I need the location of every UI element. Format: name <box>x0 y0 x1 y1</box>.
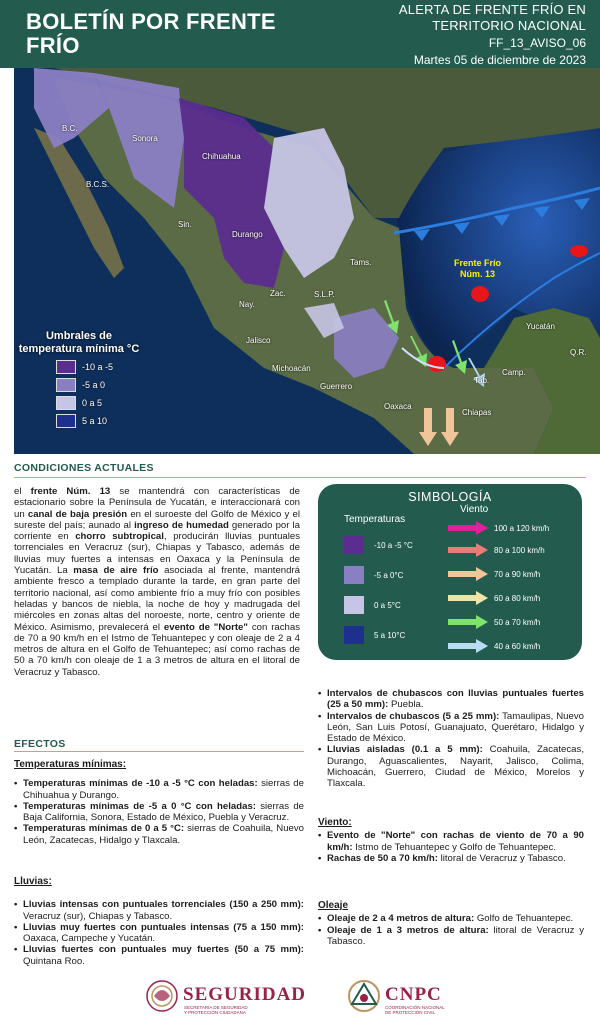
cnpc-subtitle <box>385 1005 445 1015</box>
effect-item-text <box>23 823 304 846</box>
effect-item-text <box>327 688 584 711</box>
symbology-wind-row <box>448 615 540 629</box>
conditions-text-run: generado por la corriente en <box>14 519 301 543</box>
temp-swatch <box>344 596 364 614</box>
effect-list-item <box>14 823 304 846</box>
legend-row <box>56 414 144 428</box>
conditions-paragraph <box>14 486 300 678</box>
footer-logos <box>0 972 600 1021</box>
map-label-tamaulipas: Tams. <box>350 258 372 267</box>
effect-item-bold: Lluvias intensas con puntuales torrenciales (150 a 250 mm): <box>23 899 304 911</box>
wind-list <box>318 830 584 864</box>
legend-row <box>56 360 144 374</box>
bulletin-title <box>26 10 306 58</box>
legend-title-line-2: temperatura mínima °C <box>18 343 140 355</box>
symbology-temp-row <box>344 596 401 614</box>
legend-row <box>56 396 144 410</box>
seguridad-sub-line-1: SECRETARÍA DE SEGURIDAD <box>184 1005 248 1010</box>
cnpc-logo-text: CNPC <box>385 984 442 1005</box>
front-label-line-1: Frente Frío <box>454 258 502 268</box>
wind-arrow-icon <box>448 543 488 557</box>
cnpc-sub-line-2: DE PROTECCIÓN CIVIL <box>385 1010 436 1015</box>
legend-label: 5 a 10 <box>82 416 108 426</box>
effect-item-bold: Temperaturas mínimas de -10 a -5 °C con heladas: <box>23 778 258 790</box>
legend-label: 0 a 5 <box>82 398 103 408</box>
bullet-icon: • <box>318 913 322 925</box>
map-label-chihuahua: Chihuahua <box>202 152 241 161</box>
seguridad-sub-line-2: Y PROTECCIÓN CIUDADANA <box>184 1010 246 1015</box>
effect-item-bold: Evento de "Norte" con rachas de viento de 70 a 90 km/h: <box>327 830 584 853</box>
rain-section-right <box>318 688 584 790</box>
bullet-icon: • <box>14 921 18 933</box>
cnpc-sub-line-1: COORDINACIÓN NACIONAL <box>385 1005 445 1010</box>
wind-label: 40 a 60 km/h <box>494 641 541 651</box>
conditions-text-run: masa de aire frío <box>73 565 159 577</box>
conditions-text-run: se mantendrá con características de estacionario sobre la Península de Yucatán, e interaccionará con un <box>14 486 300 520</box>
wind-label: 50 a 70 km/h <box>494 617 541 627</box>
map-label-jalisco: Jalisco <box>246 336 271 345</box>
bullet-icon: • <box>318 924 322 936</box>
legend-swatch <box>56 414 76 428</box>
wind-heading: Viento: <box>318 817 352 828</box>
temp-label: 5 a 10°C <box>374 630 406 640</box>
bullet-icon: • <box>14 800 18 812</box>
waves-heading: Oleaje <box>318 900 349 911</box>
map-label-bc: B.C. <box>62 124 78 133</box>
map-label-guerrero: Guerrero <box>320 382 353 391</box>
conditions-text-run: chorro subtropical <box>75 531 164 543</box>
min-temps-heading: Temperaturas mínimas: <box>14 759 127 770</box>
wind-label: 100 a 120 km/h <box>494 523 550 533</box>
effect-item-text <box>23 778 304 801</box>
bulletin-code: FF_13_AVISO_06 <box>488 36 586 50</box>
effect-item-detail: sierras de Chihuahua y Durango. <box>23 778 304 801</box>
effect-list-item <box>14 922 304 945</box>
effect-item-text <box>327 925 584 948</box>
rain-section <box>14 876 304 967</box>
effect-item-text <box>23 899 304 922</box>
map-label-tabasco: Tab. <box>474 376 490 385</box>
conditions-text-run: canal de baja presión <box>27 508 128 520</box>
wind-arrow-icon <box>448 591 488 605</box>
map-label-yucatan: Yucatán <box>526 322 555 331</box>
bullet-icon: • <box>14 944 18 956</box>
temp-label: -10 a -5 °C <box>374 540 413 550</box>
effect-list-item <box>14 801 304 824</box>
conditions-text-run: frente Núm. 13 <box>30 486 111 497</box>
temp-label: 0 a 5°C <box>374 600 401 610</box>
title-line-2: FRÍO <box>26 33 80 58</box>
effect-item-text <box>327 913 584 924</box>
symbology-wind-row <box>448 591 540 605</box>
map-label-campeche: Camp. <box>502 368 526 377</box>
effect-item-bold: Temperaturas mínimas de -5 a 0 °C con heladas: <box>23 800 256 812</box>
header-banner <box>0 0 600 68</box>
effect-list-item <box>318 830 584 853</box>
effect-item-detail: Veracruz (sur), Chiapas y Tabasco. <box>23 910 173 922</box>
effect-item-detail: Istmo de Tehuantepec y Golfo de Tehuantepec. <box>352 841 556 853</box>
rain-heading: Lluvias: <box>14 876 52 887</box>
map-label-oaxaca: Oaxaca <box>384 402 412 411</box>
effect-item-detail: Tamaulipas, Nuevo León, San Luis Potosí, Guanajuato, Querétaro, Hidalgo y Estado de México. <box>327 710 584 745</box>
effect-item-text <box>23 922 304 945</box>
legend-swatch <box>56 360 76 374</box>
symbology-wind-row <box>448 543 545 557</box>
legend-row <box>56 378 144 392</box>
effect-item-text <box>23 801 304 824</box>
map-label-qroo: Q.R. <box>570 348 587 357</box>
effect-item-bold: Intervalos de chubascos (5 a 25 mm): <box>327 710 500 722</box>
effect-item-bold: Temperaturas mínimas de 0 a 5 °C: <box>23 823 185 835</box>
bullet-icon: • <box>318 744 322 756</box>
wind-arrow-icon <box>448 639 488 653</box>
effect-list-item <box>318 913 584 924</box>
effects-title: EFECTOS <box>14 738 66 750</box>
symbology-title: SIMBOLOGÍA <box>408 490 492 504</box>
effect-item-bold: Intervalos de chubascos con lluvias puntuales fuertes (25 a 50 mm): <box>327 688 584 711</box>
effect-item-detail: Oaxaca, Campeche y Yucatán. <box>23 933 156 945</box>
wind-arrow-icon <box>448 615 488 629</box>
legend-label: -10 a -5 <box>82 362 114 372</box>
rain-list-left <box>14 899 304 967</box>
map-label-durango: Durango <box>232 230 263 239</box>
section-divider <box>14 751 304 752</box>
wind-arrow-icon <box>448 567 488 581</box>
title-line-1: BOLETÍN POR FRENTE <box>26 9 276 34</box>
effect-list-item <box>318 853 584 864</box>
map-label-sonora: Sonora <box>132 134 158 143</box>
effect-item-bold: Oleaje de 2 a 4 metros de altura: <box>327 913 475 925</box>
effect-item-text <box>327 830 584 853</box>
effect-item-detail: sierras de Coahuila, Nuevo León, Zacatecas, Hidalgo y Tlaxcala. <box>23 823 304 846</box>
wind-section <box>318 817 584 864</box>
wind-label: 80 a 100 km/h <box>494 545 545 555</box>
min-temps-section <box>14 759 304 846</box>
effect-list-item <box>14 899 304 922</box>
waves-list <box>318 913 584 947</box>
legend-title-line-1: Umbrales de <box>45 330 113 342</box>
waves-section <box>318 900 584 947</box>
effect-item-detail: Quintana Roo. <box>23 955 85 967</box>
legend-swatch <box>56 378 76 392</box>
symbology-temp-row <box>344 536 413 554</box>
map-label-michoacan: Michoacán <box>272 364 311 373</box>
map-label-bcs: B.C.S. <box>86 180 110 189</box>
effect-list-item <box>318 744 584 789</box>
bullet-icon: • <box>14 823 18 835</box>
conditions-text-run: el <box>14 486 31 497</box>
symbology-wind-row <box>448 521 549 535</box>
temp-label: -5 a 0°C <box>374 570 404 580</box>
symbology-wind-row <box>448 567 540 581</box>
symbology-box <box>318 484 582 660</box>
temp-swatch <box>344 536 364 554</box>
symbology-temp-row <box>344 626 405 644</box>
effect-item-bold: Lluvias muy fuertes con puntuales intensas (75 a 150 mm): <box>23 921 304 933</box>
wind-arrow-icon <box>448 521 488 535</box>
effect-item-detail: litoral de Veracruz y Tabasco. <box>437 852 566 864</box>
effect-item-text <box>327 853 584 864</box>
alert-line-2: TERRITORIO NACIONAL <box>432 18 586 33</box>
effect-item-bold: Lluvias fuertes con puntuales muy fuertes (50 a 75 mm): <box>23 944 304 956</box>
effect-item-detail: sierras de Baja California, Sonora, Estado de México, Puebla y Veracruz. <box>23 800 304 824</box>
map-label-sinaloa: Sin. <box>178 220 192 229</box>
conditions-text-run: asociada al frente, mantendrá ambiente fresco a templado durante la tarde, en gran parte del territorio nacional, así como ambiente frío a muy frío con posibles heladas y bancos de niebla, la noche de hoy y madrugada del miércoles en zonas altas del noroeste, norte, centro y oriente de México. Asimismo, prevalecerá el <box>14 565 300 633</box>
map-label-nayarit: Nay. <box>239 300 255 309</box>
conditions-title: CONDICIONES ACTUALES <box>14 462 154 474</box>
conditions-text-run: evento de "Norte" <box>163 621 248 633</box>
effect-item-bold: Rachas de 50 a 70 km/h: <box>327 852 438 864</box>
wind-label: 60 a 80 km/h <box>494 593 541 603</box>
bullet-icon: • <box>14 899 18 911</box>
conditions-text-run: en el suroeste del Golfo de México y el sureste del país; aunado al <box>14 508 301 531</box>
temp-swatch <box>344 626 364 644</box>
bullet-icon: • <box>318 830 322 842</box>
effect-item-detail: Coahuila, Zacatecas, Durango, Aguascalientes, Nayarit, Jalisco, Colima, Michoacán, Guerrero, Ciudad de México, Morelos y Tlaxcala. <box>327 744 584 790</box>
effect-item-detail: litoral de Veracruz y Tabasco. <box>327 924 584 947</box>
rain-list-right <box>318 688 584 790</box>
symbology-temp-header: Temperaturas <box>344 514 406 525</box>
bullet-icon: • <box>318 688 322 699</box>
map-temperature-legend <box>14 330 144 428</box>
seguridad-logo-text: SEGURIDAD <box>183 984 307 1005</box>
effect-list-item <box>14 778 304 801</box>
conditions-text-run: ingreso de humedad <box>134 519 229 531</box>
symbology-temp-row <box>344 566 403 584</box>
alert-line-1: ALERTA DE FRENTE FRÍO EN <box>398 2 586 17</box>
conditions-text-run: con rachas de 70 a 90 km/h en el Istmo de Tehuantepec y con oleaje de 2 a 4 metros de altura en el Golfo de Tehuantepec; así como rachas de 50 a 70 km/h con oleaje de 1 a 3 metros de altura en el litoral de Veracruz y Tabasco. <box>14 621 300 678</box>
effect-item-text <box>327 711 584 745</box>
bullet-icon: • <box>318 852 322 864</box>
weather-map <box>14 68 600 454</box>
effect-item-text <box>327 744 584 789</box>
wind-label: 70 a 90 km/h <box>494 569 541 579</box>
effect-list-item <box>318 711 584 745</box>
effect-item-bold: Oleaje de 1 a 3 metros de altura: <box>327 924 489 936</box>
bullet-icon: • <box>318 710 322 722</box>
front-label <box>454 258 501 280</box>
effect-item-detail: Puebla. <box>388 699 424 711</box>
conditions-text-run: , producirán lluvias puntuales torrenciales en Veracruz (sur), Chiapas y Tabasco, además de lluvias muy fuertes a intensas en Oaxaca y la Península de Yucatán. La <box>14 531 301 577</box>
symbology-wind-row <box>448 639 540 653</box>
symbology-wind-header: Viento <box>460 504 489 515</box>
min-temps-list <box>14 778 304 846</box>
effect-list-item <box>318 688 584 711</box>
front-label-line-2: Núm. 13 <box>460 269 496 279</box>
map-label-slp: S.L.P. <box>314 290 335 299</box>
bulletin-date: Martes 05 de diciembre de 2023 <box>413 53 586 67</box>
bullet-icon: • <box>14 778 18 790</box>
temp-swatch <box>344 566 364 584</box>
effect-item-text <box>23 944 304 967</box>
legend-label: -5 a 0 <box>82 380 106 390</box>
map-label-zacatecas: Zac. <box>270 289 286 298</box>
section-divider <box>14 477 586 478</box>
effect-item-detail: Golfo de Tehuantepec. <box>474 913 574 925</box>
effect-item-bold: Lluvias aisladas (0.1 a 5 mm): <box>327 744 483 756</box>
alert-info <box>326 2 586 68</box>
effect-list-item <box>318 925 584 948</box>
legend-swatch <box>56 396 76 410</box>
map-label-chiapas: Chiapas <box>462 408 492 417</box>
effect-list-item <box>14 944 304 967</box>
seguridad-subtitle <box>184 1005 248 1015</box>
